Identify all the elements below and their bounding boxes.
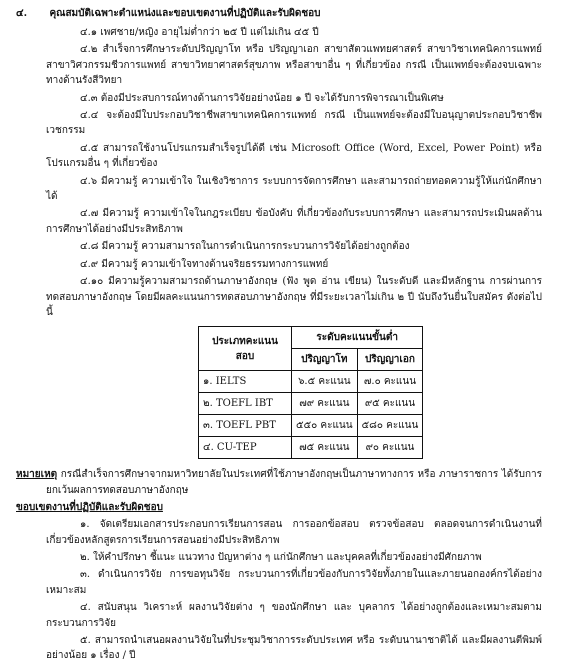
test-type-cell: ๓. TOEFL PBT	[199, 415, 292, 437]
table-header-master: ปริญญาโท	[292, 349, 358, 371]
master-score-cell: ๗๙ คะแนน	[292, 393, 358, 415]
section-title: คุณสมบัติเฉพาะตำแหน่งและขอบเขตงานที่ปฏิบัติและรับผิดชอบ	[49, 8, 321, 19]
scope-item: ๑. จัดเตรียมเอกสารประกอบการเรียนการสอน การออกข้อสอบ ตรวจข้อสอบ ตลอดจนการดำเนินงานที่เกี่ยวข้องหลักสูตรการเรียนการสอนอย่างมีประสิทธิภาพ	[46, 519, 542, 546]
table-row	[199, 371, 423, 393]
qualification-item: ๔.๒ สำเร็จการศึกษาระดับปริญญาโท หรือ ปริญญาเอก สาขาสัตวแพทยศาสตร์ สาขาวิชาเทคนิคการแพทย์ สาขาวิศวกรรมชีวการแพทย์ สาขาวิทยาศาสตร์สุขภาพ หรือสาขาอื่น ๆ ที่เกี่ยวข้อง กรณี เป็นแพทย์จะต้องจบเฉพาะทางด้านรังสีวิทยา	[46, 44, 542, 87]
qualification-item: ๔.๙ มีความรู้ ความเข้าใจทางด้านจริยธรรมทางการแพทย์	[80, 258, 329, 270]
note-text: กรณีสำเร็จการศึกษาจากมหาวิทยาลัยในประเทศที่ใช้ภาษาอังกฤษเป็นภาษาทางการ หรือ ภาษาราชการ ได้รับการยกเว้นผลการทดสอบภาษาอังกฤษ	[46, 469, 542, 496]
master-score-cell: ๗๕ คะแนน	[292, 437, 358, 459]
note-label: หมายเหตุ	[16, 469, 58, 481]
master-score-cell: ๖.๕ คะแนน	[292, 371, 358, 393]
scope-item: ๕. สามารถนำเสนอผลงานวิจัยในที่ประชุมวิชาการระดับประเทศ หรือ ระดับนานาชาติได้ และมีผลงานตีพิมพ์ อย่างน้อย ๑ เรื่อง / ปี	[46, 634, 542, 662]
qualification-item: ๔.๗ มีความรู้ ความเข้าใจในกฎระเบียบ ข้อบังคับ ที่เกี่ยวข้องกับระบบการศึกษา และสามารถประเมินผลด้านการศึกษาได้อย่างมีประสิทธิภาพ	[46, 208, 542, 235]
scope-item: ๔. สนับสนุน วิเคราะห์ ผลงานวิจัยต่าง ๆ ของนักศึกษา และ บุคลากร ได้อย่างถูกต้องและเหมาะสมตามกระบวนการวิจัย	[46, 602, 542, 629]
table-header-doctor: ปริญญาเอก	[357, 349, 423, 371]
section-heading	[16, 6, 542, 21]
table-header-row	[199, 327, 423, 349]
doctor-score-cell: ๙๐ คะแนน	[357, 437, 423, 459]
qualification-item: ๔.๕ สามารถใช้งานโปรแกรมสำเร็จรูปได้ดี เช่น Microsoft Office (Word, Excel, Power Point) หรือโปรแกรมอื่น ๆ ที่เกี่ยวข้อง	[46, 142, 542, 170]
note-paragraph	[16, 467, 542, 498]
qualification-list	[46, 25, 542, 320]
test-type-cell: ๒. TOEFL IBT	[199, 393, 292, 415]
scope-heading: ขอบเขตงานที่ปฏิบัติและรับผิดชอบ	[16, 502, 163, 514]
scope-item: ๒. ให้คำปรึกษา ชี้แนะ แนวทาง ปัญหาต่าง ๆ แก่นักศึกษา และบุคคลที่เกี่ยวข้องอย่างมีศักยภาพ	[80, 551, 482, 563]
qualification-item: ๔.๔ จะต้องมีใบประกอบวิชาชีพสาขาเทคนิคการแพทย์ กรณี เป็นแพทย์จะต้องมีใบอนุญาตประกอบวิชาชีพเวชกรรม	[46, 110, 542, 137]
doctor-score-cell: ๗.๐ คะแนน	[357, 371, 423, 393]
doctor-score-cell: ๙๕ คะแนน	[357, 393, 423, 415]
qualification-item: ๔.๑ เพศชาย/หญิง อายุไม่ต่ำกว่า ๒๕ ปี แต่ไม่เกิน ๔๕ ปี	[80, 27, 319, 38]
test-type-cell: ๔. CU-TEP	[199, 437, 292, 459]
table-header-min: ระดับคะแนนขั้นต่ำ	[292, 327, 423, 349]
english-score-table	[198, 326, 423, 459]
scope-list	[46, 517, 542, 664]
doctor-score-cell: ๕๘๐ คะแนน	[357, 415, 423, 437]
table-row	[199, 437, 423, 459]
section-number: ๔.	[16, 8, 28, 19]
qualification-item: ๔.๖ มีความรู้ ความเข้าใจ ในเชิงวิชาการ ระบบการจัดการศึกษา และสามารถถ่ายทอดความรู้ให้แก่นักศึกษาได้	[46, 175, 542, 203]
table-row	[199, 415, 423, 437]
qualification-item: ๔.๓ ต้องมีประสบการณ์ทางด้านการวิจัยอย่างน้อย ๑ ปี จะได้รับการพิจารณาเป็นพิเศษ	[80, 92, 444, 104]
qualification-item: ๔.๑๐ มีความรู้ความสามารถด้านภาษาอังกฤษ (ฟัง พูด อ่าน เขียน) ในระดับดี และมีหลักฐาน การผ่านการทดสอบภาษาอังกฤษ โดยมีผลคะแนนการทดสอบภาษาอังกฤษ ที่มีระยะเวลาไม่เกิน ๒ ปี นับถึงวันยื่นใบสมัคร ดังต่อไปนี้	[46, 276, 542, 318]
table-header-type: ประเภทคะแนนสอบ	[199, 327, 292, 371]
test-type-cell: ๑. IELTS	[199, 371, 292, 393]
master-score-cell: ๕๕๐ คะแนน	[292, 415, 358, 437]
scope-item: ๓. ดำเนินการวิจัย การขอทุนวิจัย กระบวนการที่เกี่ยวข้องกับการวิจัยทั้งภายในและภายนอกองค์กรได้อย่างเหมาะสม	[46, 569, 542, 596]
table-row	[199, 393, 423, 415]
qualification-item: ๔.๘ มีความรู้ ความสามารถในการดำเนินการกระบวนการวิจัยได้อย่างถูกต้อง	[80, 241, 410, 253]
